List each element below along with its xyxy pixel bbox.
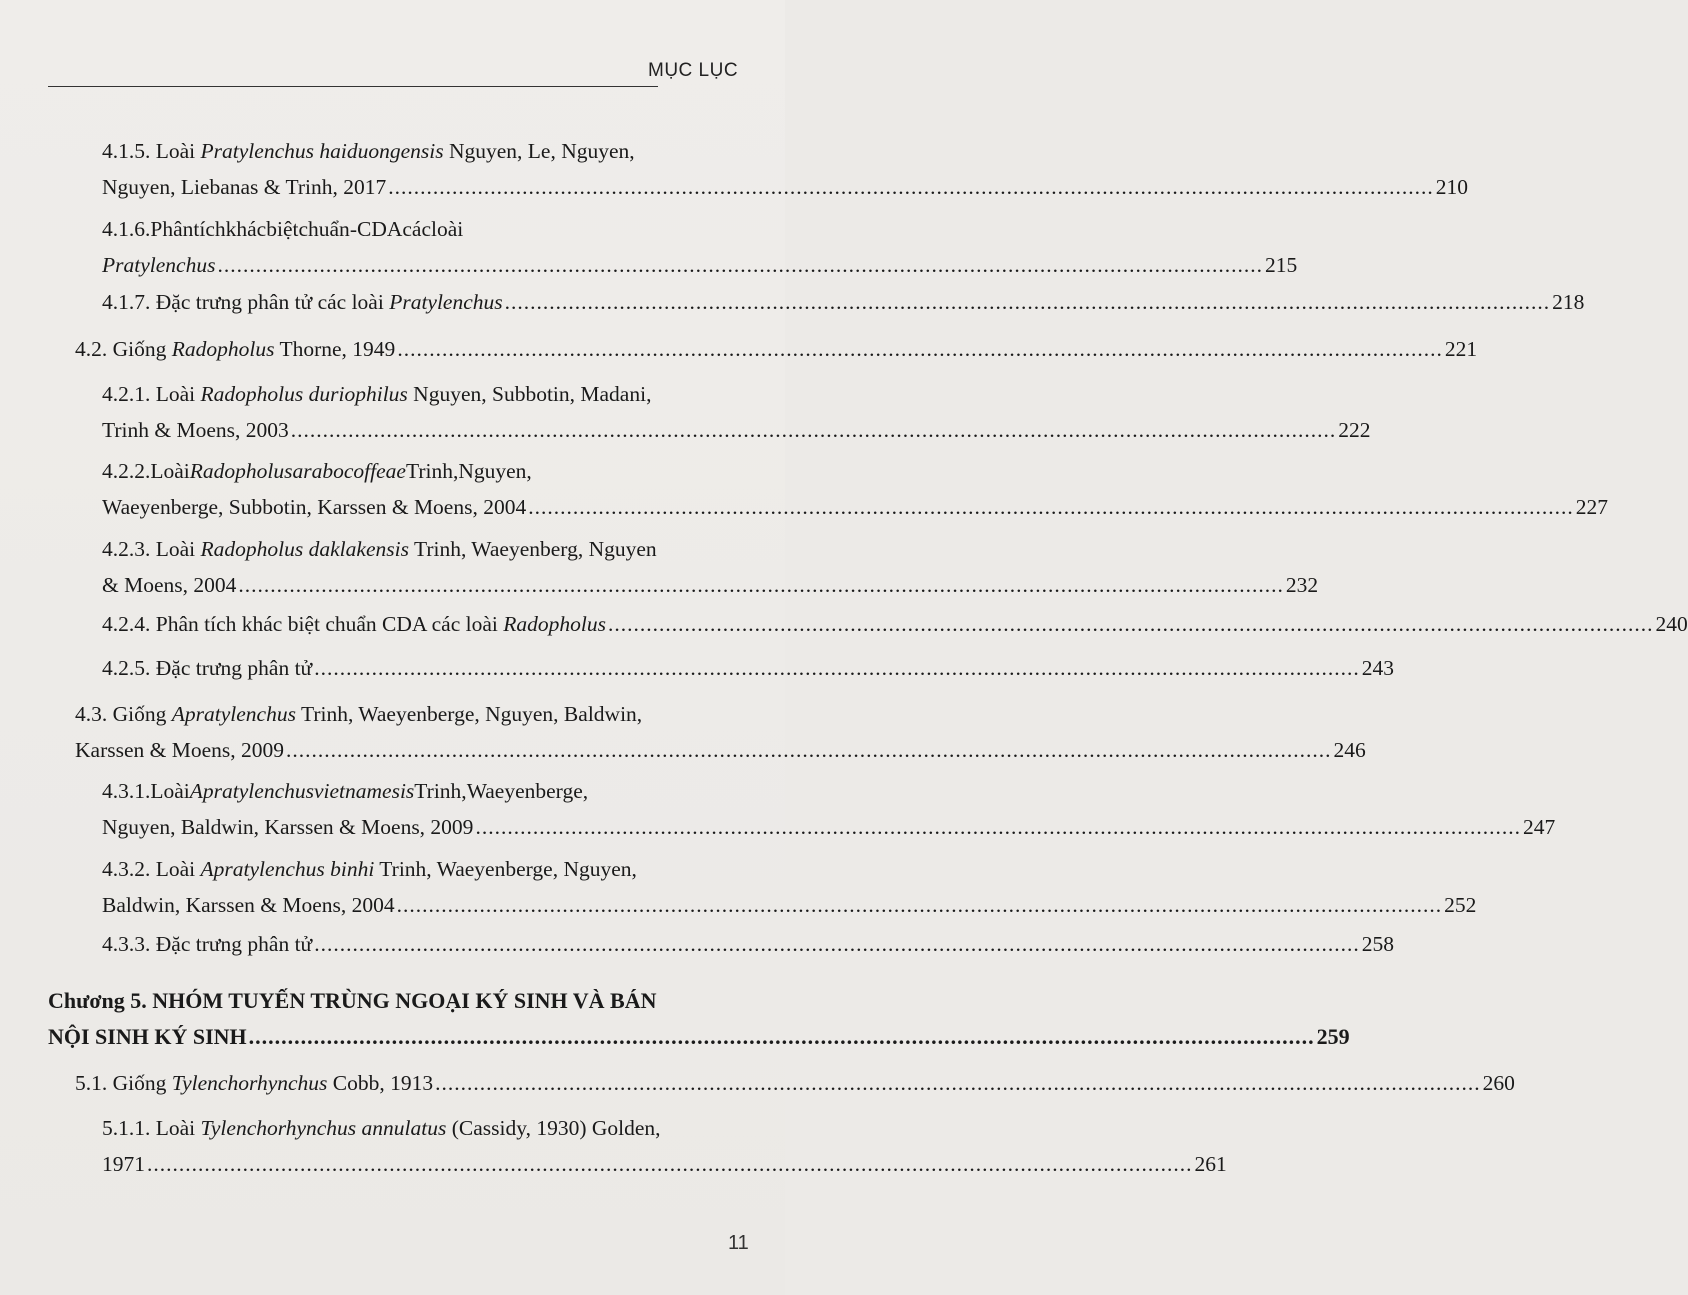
running-header: MỤC LỤC — [648, 60, 739, 81]
dot-leader — [314, 932, 1360, 956]
header-rule — [48, 86, 658, 87]
page-number: 218 — [1552, 290, 1585, 314]
toc-entry-4-2-3: 4.2.3. Loài Radopholus daklakensis Trinh, Waeyenberg, Nguyen & Moens, 2004 ..... 232 — [102, 531, 752, 603]
toc-entry-4-3-2: 4.3.2. Loài Apratylenchus binhi Trinh, Waeyenberge, Nguyen, Baldwin, Karssen & Moens, 2004 ..... 252 — [102, 851, 752, 923]
page-number: 261 — [1194, 1152, 1227, 1176]
toc-entry-4-1-5: 4.1.5. Loài Pratylenchus haiduongensis Nguyen, Le, Nguyen, Nguyen, Liebanas & Trinh, 2017 ..... 210 — [102, 133, 752, 205]
toc-entry-4-3: 4.3. Giống Apratylenchus Trinh, Waeyenberge, Nguyen, Baldwin, Karssen & Moens, 2009 ..... 246 — [75, 696, 752, 768]
toc-entry-4-3-3: 4.3.3. Đặc trưng phân tử ..... 258 — [102, 926, 752, 962]
page-number: 227 — [1575, 495, 1608, 519]
page-number: 260 — [1482, 1071, 1515, 1095]
dot-leader — [505, 290, 1551, 314]
page-number: 210 — [1435, 175, 1469, 199]
footer-page-number: 11 — [728, 1232, 749, 1254]
page-number: 222 — [1338, 418, 1371, 442]
toc-entry-4-2: 4.2. Giống Radopholus Thorne, 1949 ..... 221 — [75, 331, 752, 367]
dot-leader — [475, 815, 1521, 839]
dot-leader — [435, 1071, 1481, 1095]
toc-entry-4-2-2: 4.2.2.LoàiRadopholusarabocoffeaeTrinh,Nguyen, Waeyenberge, Subbotin, Karssen & Moens, 2004 ..... 227 — [102, 453, 752, 525]
toc-entry-4-3-1: 4.3.1.LoàiApratylenchusvietnamesisTrinh,Waeyenberge, Nguyen, Baldwin, Karssen & Moens, 2009 ..... 247 — [102, 773, 752, 845]
page-number: 221 — [1444, 337, 1478, 361]
dot-leader — [291, 418, 1337, 442]
dot-leader — [249, 1024, 1315, 1049]
page-number: 232 — [1285, 573, 1319, 597]
page-number: 246 — [1333, 738, 1366, 762]
page-number: 252 — [1444, 893, 1477, 917]
page-number: 215 — [1264, 253, 1298, 277]
page-number: 243 — [1361, 656, 1394, 680]
page-number: 240 — [1655, 612, 1688, 636]
dot-leader — [608, 612, 1654, 636]
dot-leader — [238, 573, 1284, 597]
toc-entry-4-2-1: 4.2.1. Loài Radopholus duriophilus Nguyen, Subbotin, Madani, Trinh & Moens, 2003 ..... 222 — [102, 376, 752, 448]
dot-leader — [388, 175, 1434, 199]
dot-leader — [397, 337, 1443, 361]
page-number: 258 — [1361, 932, 1394, 956]
dot-leader — [217, 253, 1263, 277]
dot-leader — [314, 656, 1360, 680]
toc-entry-4-1-7: 4.1.7. Đặc trưng phân tử các loài Pratylenchus ..... 218 — [102, 284, 752, 320]
page-number: 247 — [1522, 815, 1556, 839]
dot-leader — [147, 1152, 1193, 1176]
toc-entry-5-1: 5.1. Giống Tylenchorhynchus Cobb, 1913 ..... 260 — [75, 1065, 752, 1101]
toc-entry-4-2-5: 4.2.5. Đặc trưng phân tử ..... 243 — [102, 650, 752, 686]
dot-leader — [286, 738, 1332, 762]
toc-entry-4-2-4: 4.2.4. Phân tích khác biệt chuẩn CDA các loài Radopholus ..... 240 — [102, 606, 752, 642]
toc-entry-4-1-6: 4.1.6.Phântíchkhácbiệtchuẩn-CDAcácloài Pratylenchus ..... 215 — [102, 211, 752, 283]
page-number: 259 — [1316, 1024, 1350, 1049]
toc-entry-5-1-1: 5.1.1. Loài Tylenchorhynchus annulatus (Cassidy, 1930) Golden, 1971 ..... 261 — [102, 1110, 752, 1182]
dot-leader — [397, 893, 1443, 917]
toc-chapter-5: Chương 5. NHÓM TUYẾN TRÙNG NGOẠI KÝ SINH VÀ BÁN NỘI SINH KÝ SINH ..... 259 — [48, 983, 752, 1055]
dot-leader — [528, 495, 1574, 519]
